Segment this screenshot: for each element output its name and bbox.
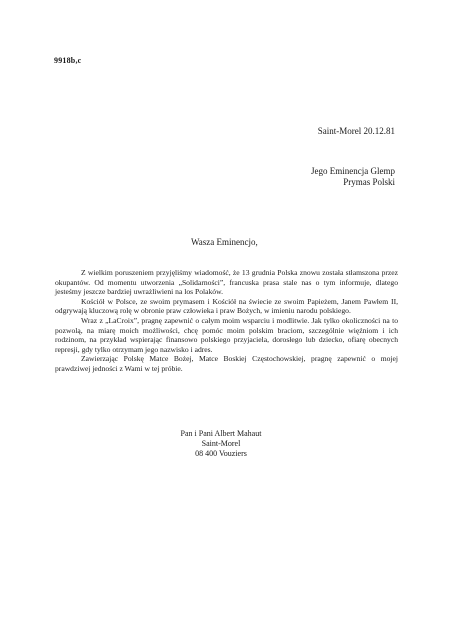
salutation: Wasza Eminencjo, (191, 237, 258, 247)
letter-body (55, 268, 398, 374)
recipient-name: Jego Eminencja Glemp (311, 166, 395, 176)
document-id: 9918b,c (54, 56, 82, 65)
recipient-title: Prymas Polski (343, 177, 395, 187)
signature-block (166, 429, 276, 459)
place-date: Saint-Morel 20.12.81 (317, 126, 395, 136)
body-paragraph: Wraz z „LaCroix”, pragnę zapewnić o całym moim wsparciu i modlitwie. Jak tylko okoliczności na to pozwolą, na miarę moich możliwości, chcę pomóc moim polskim braciom, szczególnie więźniom i ich rodzinom, na przykład wspierając finansowo polskiego przyjaciela, dorosłego lub dziecko, ofiarę obecnych represji, gdy tylko otrzymam jego nazwisko i adres. (55, 315, 398, 354)
body-paragraph: Zawierzając Polskę Matce Bożej, Matce Boskiej Częstochowskiej, pragnę zapewnić o mojej prawdziwej jedności z Wami w tej próbie. (55, 354, 398, 373)
body-paragraph: Z wielkim poruszeniem przyjęliśmy wiadomość, że 13 grudnia Polska znowu została stłamszona przez okupantów. Od momentu utworzenia „Solidarności”, francuska prasa stale nas o tym informuje, dlatego jesteśmy jeszcze bardziej uwrażliwieni na los Polaków. (55, 268, 398, 297)
signature-town: Saint-Morel (201, 439, 241, 448)
signature-names: Pan i Pani Albert Mahaut (180, 429, 262, 438)
body-paragraph: Kościół w Polsce, ze swoim prymasem i Kościół na świecie ze swoim Papieżem, Janem Pawłem II, odgrywają kluczową rolę w obronie praw człowieka i praw Bożych, w imieniu narodu polskiego. (55, 296, 398, 316)
recipient-block (311, 166, 395, 188)
signature-postal-address: 08 400 Vouziers (195, 449, 247, 458)
